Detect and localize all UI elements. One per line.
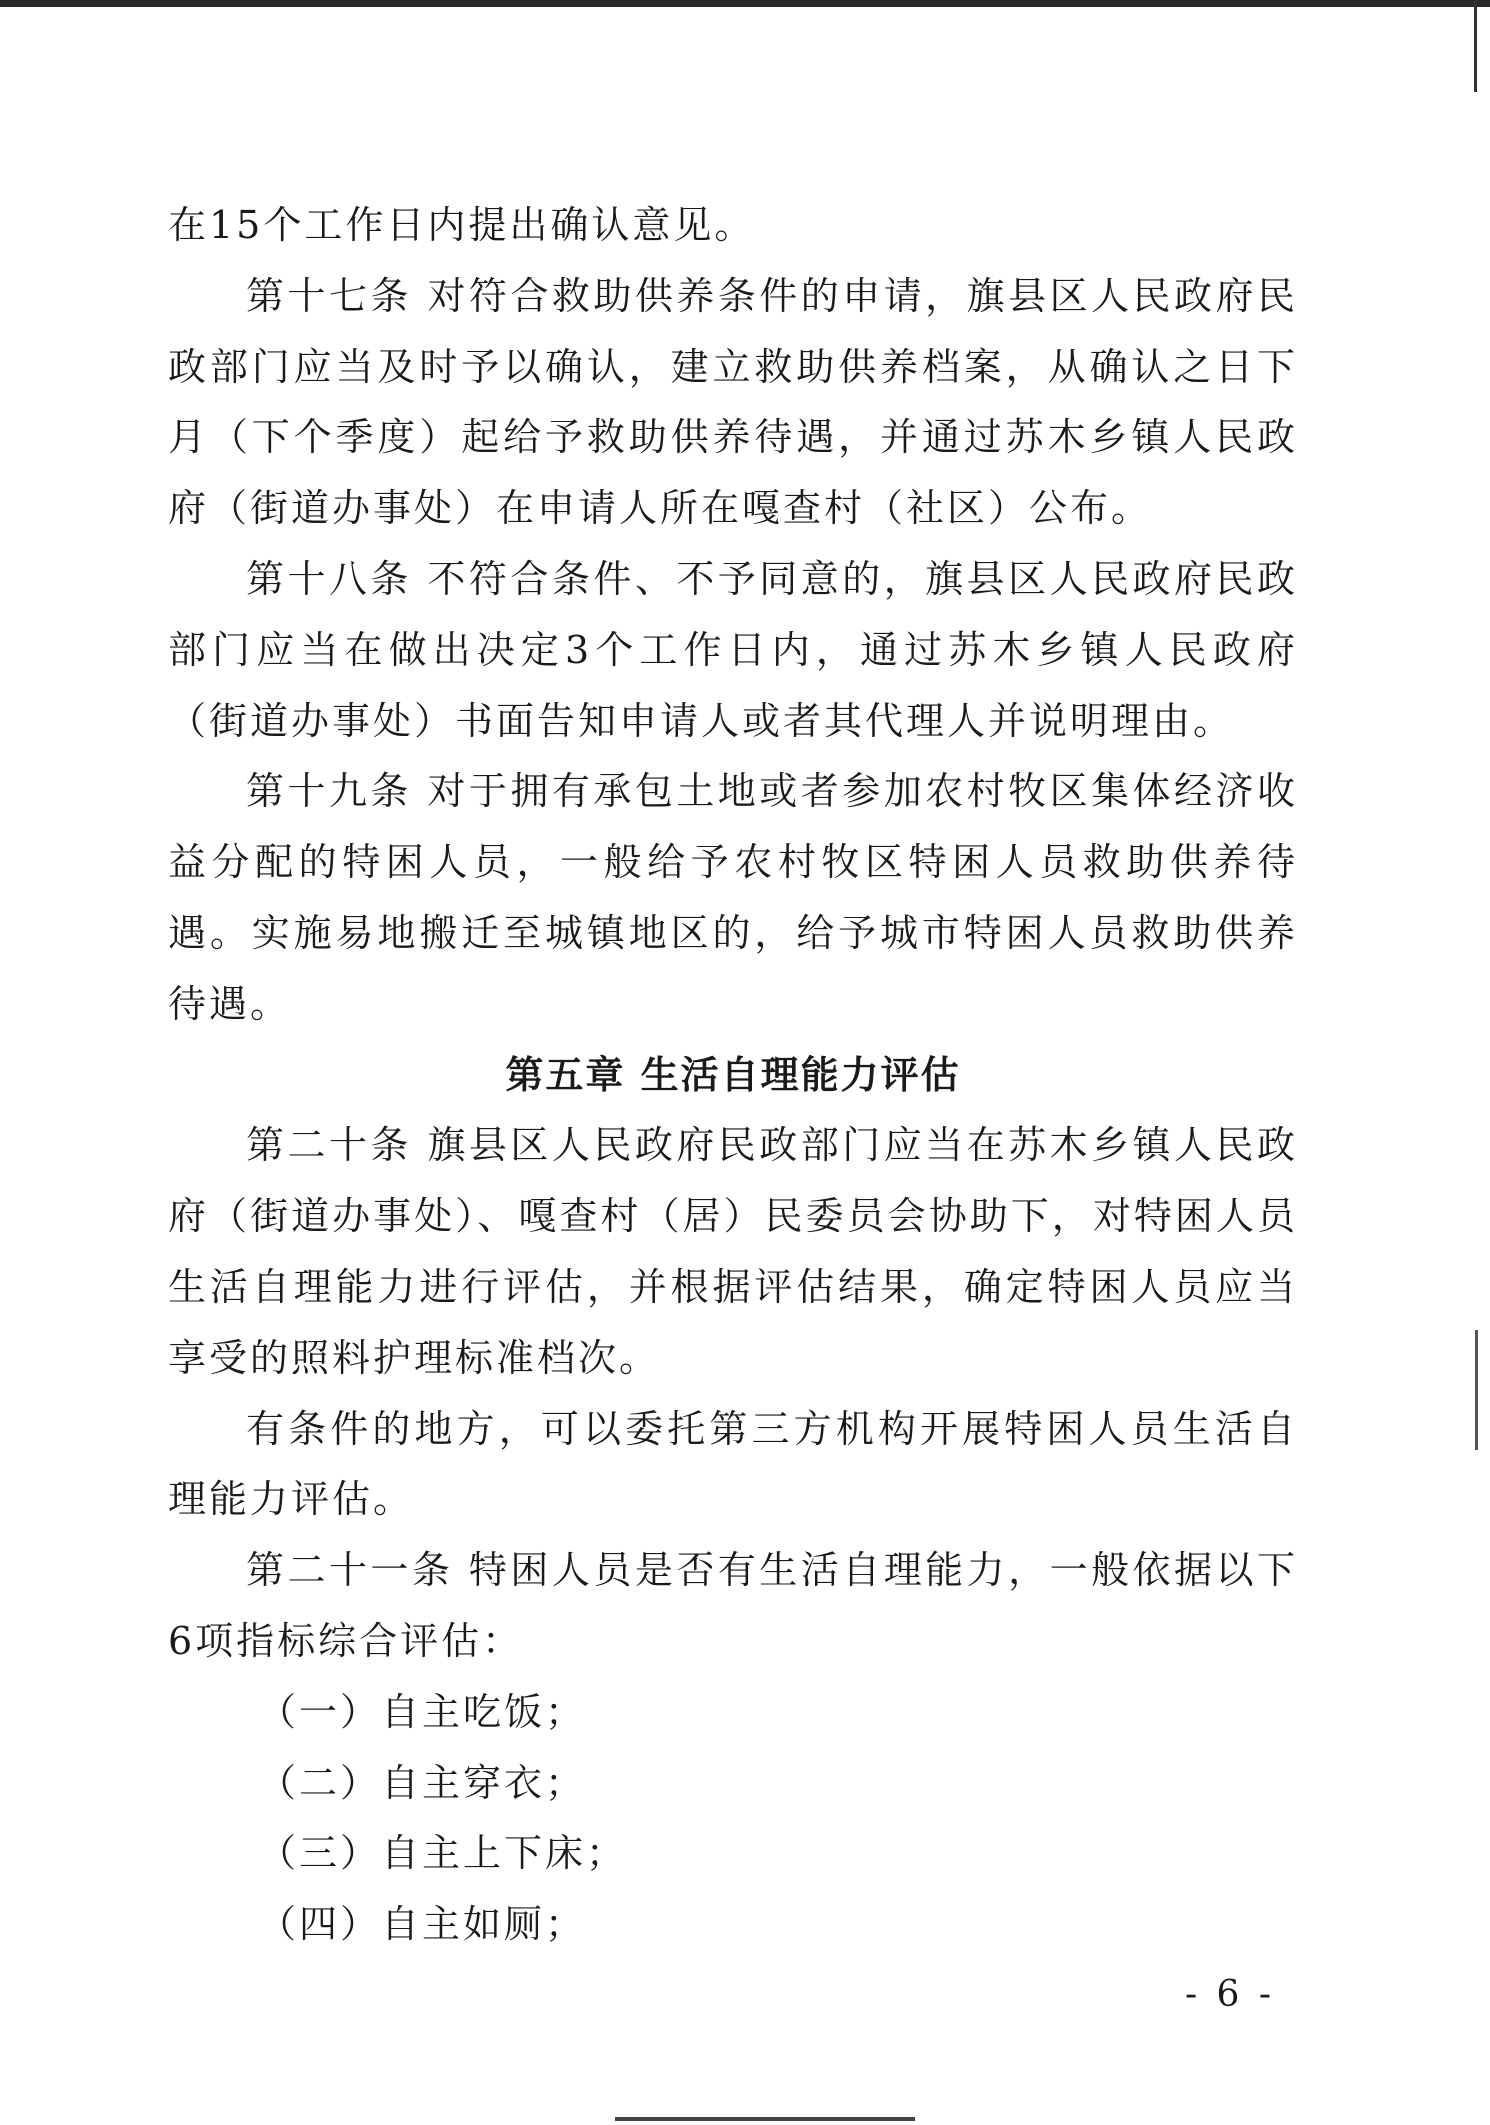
chapter-heading: 第五章 生活自理能力评估 xyxy=(505,1052,961,1097)
page-number: - 6 - xyxy=(1184,1974,1276,2015)
scan-right-mark xyxy=(1475,1330,1478,1450)
article-21: 第二十一条 特困人员是否有生活自理能力，一般依据以下6项指标综合评估： xyxy=(168,1548,1298,1663)
paragraph-third-party: 有条件的地方，可以委托第三方机构开展特困人员生活自理能力评估。 xyxy=(168,1406,1298,1522)
list-item: （三）自主上下床； xyxy=(258,1831,628,1876)
article-17: 第十七条 对符合救助供养条件的申请，旗县区人民政府民政部门应当及时予以确认，建立救助供养档案，从确认之日下月（下个季度）起给予救助供养待遇，并通过苏木乡镇人民政府（街道办事处）在申请人所在嘎查村（社区）公布。 xyxy=(168,273,1298,531)
list-item: （一）自主吃饭； xyxy=(258,1689,587,1734)
scan-top-edge xyxy=(0,0,1490,7)
article-18: 第十八条 不符合条件、不予同意的，旗县区人民政府民政部门应当在做出决定3个工作日内，通过苏木乡镇人民政府（街道办事处）书面告知申请人或者其代理人并说明理由。 xyxy=(168,556,1298,743)
list-item: （二）自主穿衣； xyxy=(258,1760,587,1805)
scan-right-edge xyxy=(1474,0,1477,92)
list-item: （四）自主如厕； xyxy=(258,1902,587,1947)
document-body xyxy=(168,190,1298,1960)
article-20: 第二十条 旗县区人民政府民政部门应当在苏木乡镇人民政府（街道办事处）、嘎查村（居）民委员会协助下，对特困人员生活自理能力进行评估，并根据评估结果，确定特困人员应当享受的照料护理标准档次。 xyxy=(168,1123,1298,1380)
scan-bottom-mark xyxy=(615,2117,915,2121)
paragraph-continuation: 在15个工作日内提出确认意见。 xyxy=(168,203,756,247)
article-19: 第十九条 对于拥有承包土地或者参加农村牧区集体经济收益分配的特困人员，一般给予农村牧区特困人员救助供养待遇。实施易地搬迁至城镇地区的，给予城市特困人员救助供养待遇。 xyxy=(168,769,1298,1026)
